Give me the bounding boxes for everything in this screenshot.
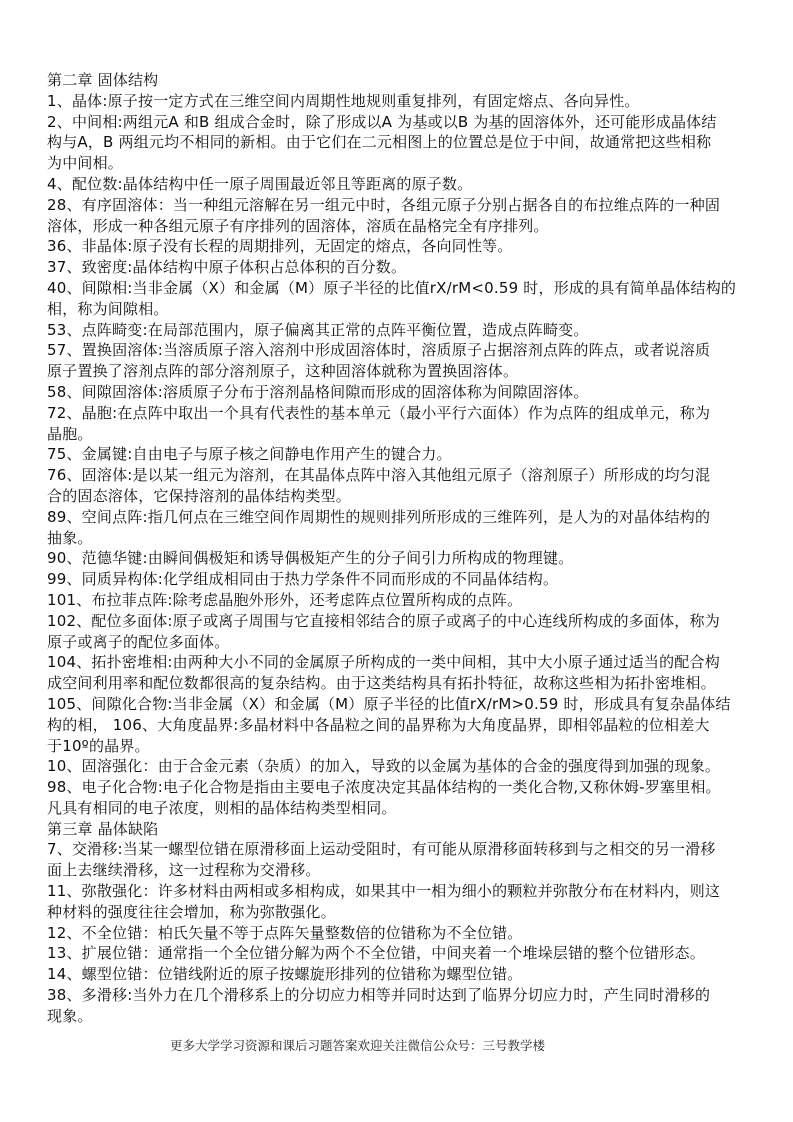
text-line: 28、有序固溶体：当一种组元溶解在另一组元中时，各组元原子分别占据各自的布拉维点阵的一种固 (47, 195, 721, 214)
text-line: 36、非晶体:原子没有长程的周期排列，无固定的熔点，各向同性等。 (47, 237, 513, 256)
definition-item (47, 839, 772, 881)
definition-item (47, 382, 772, 403)
definition-item (47, 444, 772, 465)
text-line: 38、多滑移:当外力在几个滑移系上的分切应力相等并同时达到了临界分切应力时，产生同时滑移的 (47, 986, 711, 1005)
definition-item (47, 278, 772, 320)
definition-item (47, 320, 772, 341)
definition-item (47, 507, 772, 549)
text-line: 现象。 (47, 1006, 93, 1025)
definition-item (47, 91, 772, 112)
definition-item (47, 777, 772, 819)
definition-item (47, 923, 772, 944)
definition-item (47, 257, 772, 278)
text-line: 90、范德华键:由瞬间偶极矩和诱导偶极矩产生的分子间引力所构成的物理键。 (47, 549, 574, 568)
text-line: 抽象。 (47, 528, 93, 547)
text-line: 101、布拉菲点阵:除考虑晶胞外形外，还考虑阵点位置所构成的点阵。 (47, 590, 523, 609)
text-line: 57、置换固溶体:当溶质原子溶入溶剂中形成固溶体时，溶质原子占据溶剂点阵的阵点，或者说溶质 (47, 341, 711, 360)
text-line: 53、点阵畸变:在局部范围内，原子偏离其正常的点阵平衡位置，造成点阵畸变。 (47, 320, 589, 339)
text-line: 14、螺型位错：位错线附近的原子按螺旋形排列的位错称为螺型位错。 (47, 965, 523, 984)
definition-item (47, 590, 772, 611)
text-line: 99、同质异构体:化学组成相同由于热力学条件不同而形成的不同晶体结构。 (47, 570, 559, 589)
text-line: 4、配位数:晶体结构中任一原子周围最近邻且等距离的原子数。 (47, 174, 473, 193)
text-line: 成空间利用率和配位数都很高的复杂结构。由于这类结构具有拓扑特征，故称这些相为拓扑密堆相。 (47, 674, 716, 693)
definition-item (47, 340, 772, 382)
definition-item (47, 236, 772, 257)
definition-item (47, 195, 772, 237)
text-line: 2、中间相:两组元A 和B 组成合金时，除了形成以A 为基或以B 为基的固溶体外，还可能形成晶体结 (47, 112, 717, 131)
text-line: 10、固溶强化：由于合金元素（杂质）的加入，导致的以金属为基体的合金的强度得到加强的现象。 (47, 757, 721, 776)
text-line: 102、配位多面体:原子或离子周围与它直接相邻结合的原子或离子的中心连线所构成的多面体，称为 (47, 611, 720, 630)
definition-item (47, 611, 772, 653)
definition-item (47, 985, 772, 1027)
definition-item (47, 465, 772, 507)
text-line: 原子或离子的配位多面体。 (47, 632, 230, 651)
text-line: 为中间相。 (47, 154, 124, 173)
definition-item (47, 548, 772, 569)
definition-item (47, 174, 772, 195)
text-line: 面上去继续滑移，这一过程称为交滑移。 (47, 861, 321, 880)
text-line: 合的固态溶体，它保持溶剂的晶体结构类型。 (47, 486, 352, 505)
text-line: 105、间隙化合物:当非金属（X）和金属（M）原子半径的比值rX/rM>0.59 时，形成具有复杂晶体结 (47, 694, 731, 713)
text-line: 13、扩展位错：通常指一个全位错分解为两个不全位错，中间夹着一个堆垛层错的整个位错形态。 (47, 944, 705, 963)
definition-item (47, 652, 772, 694)
definition-item (47, 964, 772, 985)
text-line: 第三章 晶体缺陷 (47, 819, 159, 838)
definition-item (47, 112, 772, 174)
text-line: 于10º的晶界。 (47, 736, 150, 755)
text-line: 凡具有相同的电子浓度，则相的晶体结构类型相同。 (47, 798, 397, 817)
definition-item (47, 694, 772, 756)
text-line: 12、不全位错：柏氏矢量不等于点阵矢量整数倍的位错称为不全位错。 (47, 923, 523, 942)
definition-item (47, 569, 772, 590)
text-line: 相，称为间隙相。 (47, 299, 169, 318)
text-line: 76、固溶体:是以某一组元为溶剂，在其晶体点阵中溶入其他组元原子（溶剂原子）所形成的均匀混 (47, 466, 711, 485)
text-line: 构的相， 106、大角度晶界:多晶材料中各晶粒之间的晶界称为大角度晶界，即相邻晶粒的位相差大 (47, 715, 710, 734)
definition-item (47, 943, 772, 964)
text-line: 构与A，B 两组元均不相同的新相。由于它们在二元相图上的位置总是位于中间，故通常把这些相称 (47, 133, 712, 152)
text-line: 晶胞。 (47, 424, 93, 443)
document-body (47, 70, 772, 1027)
definition-item (47, 403, 772, 445)
text-line: 7、交滑移:当某一螺型位错在原滑移面上运动受阻时，有可能从原滑移面转移到与之相交的另一滑移 (47, 840, 716, 859)
text-line: 75、金属键:自由电子与原子核之间静电作用产生的键合力。 (47, 445, 452, 464)
text-line: 58、间隙固溶体:溶质原子分布于溶剂晶格间隙而形成的固溶体称为间隙固溶体。 (47, 382, 589, 401)
text-line: 89、空间点阵:指几何点在三维空间作周期性的规则排列所形成的三维阵列，是人为的对晶体结构的 (47, 507, 711, 526)
text-line: 原子置换了溶剂点阵的部分溶剂原子，这种固溶体就称为置换固溶体。 (47, 362, 519, 381)
footer-note: 更多大学学习资源和课后习题答案欢迎关注微信公众号：三号教学楼 (170, 1038, 546, 1053)
text-line: 第二章 固体结构 (47, 71, 159, 89)
text-line: 104、拓扑密堆相:由两种大小不同的金属原子所构成的一类中间相，其中大小原子通过适当的配合构 (47, 653, 720, 672)
text-line: 溶体，形成一种各组元原子有序排列的固溶体，溶质在晶格完全有序排列。 (47, 216, 549, 235)
text-line: 1、晶体:原子按一定方式在三维空间内周期性地规则重复排列，有固定熔点、各向异性。 (47, 91, 640, 110)
text-line: 11、弥散强化：许多材料由两相或多相构成，如果其中一相为细小的颗粒并弥散分布在材料内，则这 (47, 882, 721, 901)
chapter-heading (47, 70, 772, 91)
text-line: 37、致密度:晶体结构中原子体积占总体积的百分数。 (47, 258, 407, 277)
chapter-heading (47, 819, 772, 840)
text-line: 40、间隙相:当非金属（X）和金属（M）原子半径的比值rX/rM<0.59 时，形成的具有简单晶体结构的 (47, 278, 737, 297)
text-line: 种材料的强度往往会增加，称为弥散强化。 (47, 902, 336, 921)
text-line: 72、晶胞:在点阵中取出一个具有代表性的基本单元（最小平行六面体）作为点阵的组成单元，称为 (47, 403, 711, 422)
text-line: 98、电子化合物:电子化合物是指由主要电子浓度决定其晶体结构的一类化合物,又称休姆-罗塞里相。 (47, 778, 721, 797)
definition-item (47, 756, 772, 777)
definition-item (47, 881, 772, 923)
